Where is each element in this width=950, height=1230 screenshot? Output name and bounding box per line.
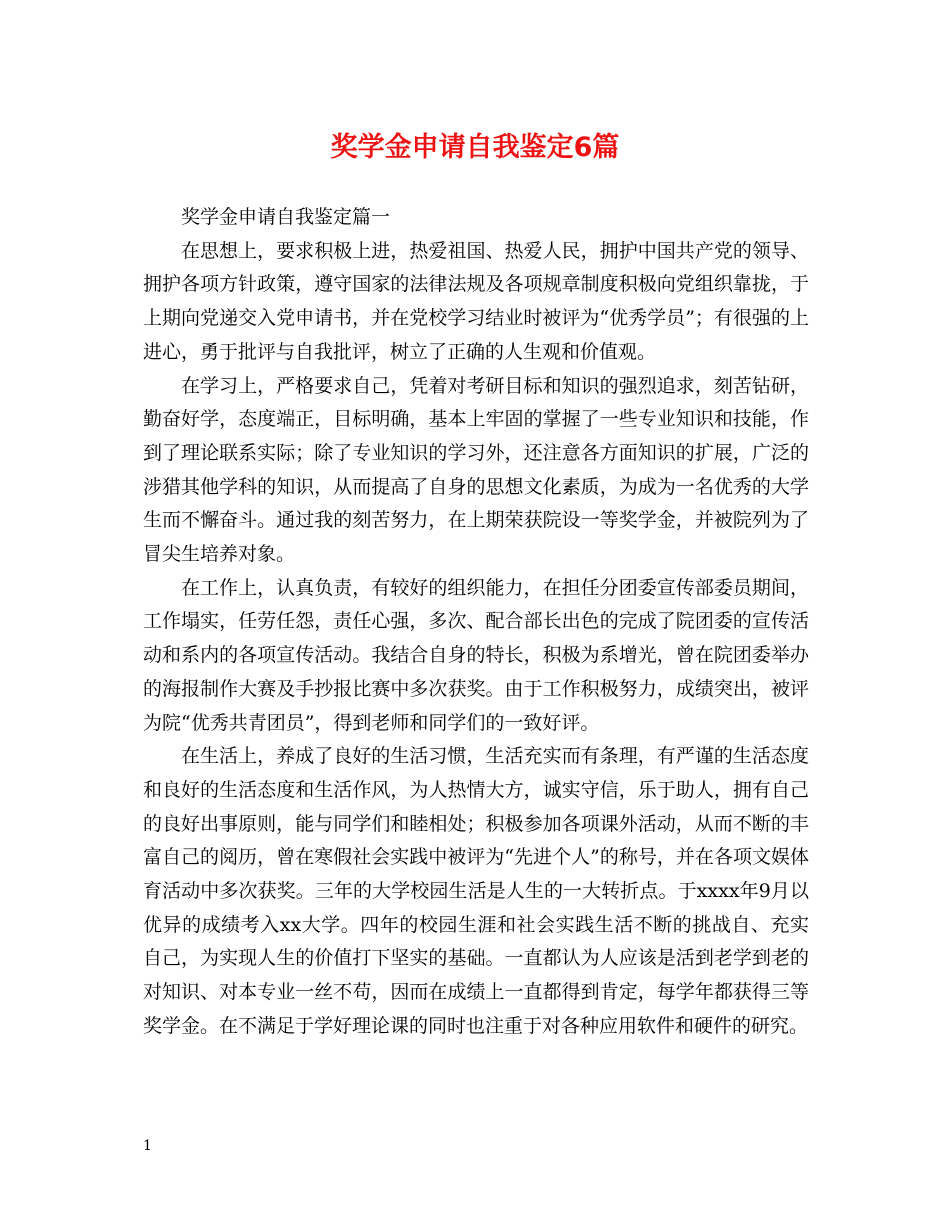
paragraph-life: 在生活上，养成了良好的生活习惯，生活充实而有条理，有严谨的生活态度和良好的生活态度和生活作风，为人热情大方，诚实守信，乐于助人，拥有自己的良好出事原则，能与同学们和睦相处；积极参加各项课外活动，从而不断的丰富自己的阅历，曾在寒假社会实践中被评为“先进个人”的称号，并在各项文娱体育活动中多次获奖。三年的大学校园生活是人生的一大转折点。于xxxx年9月以优异的成绩考入xx大学。四年的校园生涯和社会实践生活不断的挑战自、充实自己，为实现人生的价值打下坚实的基础。一直都认为人应该是活到老学到老的对知识、对本专业一丝不苟，因而在成绩上一直都得到肯定，每学年都获得三等奖学金。在不满足于学好理论课的同时也注重于对各种应用软件和硬件的研究。 <box>143 745 809 1037</box>
paragraph-thought: 在思想上，要求积极上进，热爱祖国、热爱人民，拥护中国共产党的领导、拥护各项方针政策，遵守国家的法律法规及各项规章制度积极向党组织靠拢，于上期向党递交入党申请书，并在党校学习结业时被评为“优秀学员”；有很强的上进心，勇于批评与自我批评，树立了正确的人生观和价值观。 <box>143 239 809 363</box>
document-title: 奖学金申请自我鉴定6篇 <box>330 132 620 163</box>
section-heading: 奖学金申请自我鉴定篇一 <box>181 206 391 228</box>
document-body <box>143 201 809 1044</box>
page-number: 1 <box>143 1138 152 1154</box>
paragraph-work: 在工作上，认真负责，有较好的组织能力，在担任分团委宣传部委员期间，工作塌实，任劳任怨，责任心强，多次、配合部长出色的完成了院团委的宣传活动和系内的各项宣传活动。我结合自身的特长，积极为系增光，曾在院团委举办的海报制作大赛及手抄报比赛中多次获奖。由于工作积极努力，成绩突出，被评为院“优秀共青团员”，得到老师和同学们的一致好评。 <box>143 576 809 734</box>
paragraph-study: 在学习上，严格要求自己，凭着对考研目标和知识的强烈追求，刻苦钻研，勤奋好学，态度端正，目标明确，基本上牢固的掌握了一些专业知识和技能，作到了理论联系实际；除了专业知识的学习外，还注意各方面知识的扩展，广泛的涉猎其他学科的知识，从而提高了自身的思想文化素质，为成为一名优秀的大学生而不懈奋斗。通过我的刻苦努力，在上期荣获院设一等奖学金，并被院列为了冒尖生培养对象。 <box>143 374 809 566</box>
